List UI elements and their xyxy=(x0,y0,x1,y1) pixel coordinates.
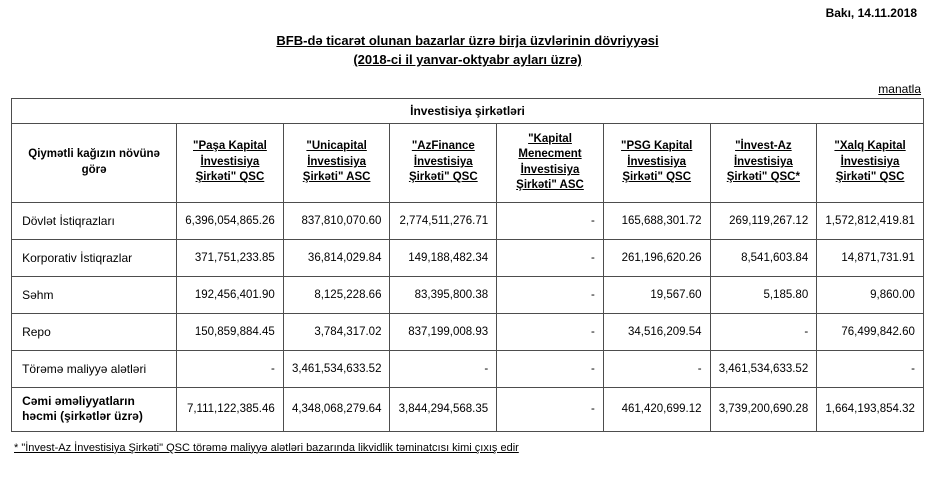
date-text: Bakı, 14.11.2018 xyxy=(825,6,917,20)
table-cell: - xyxy=(497,350,604,387)
column-header-azfinance: "AzFinance İnvestisiya Şirkəti" QSC xyxy=(390,123,497,202)
table-cell: - xyxy=(390,350,497,387)
column-header-kapital-menecment: "Kapital Menecment İnvestisiya Şirkəti" ASC xyxy=(497,123,604,202)
table-row-corporate-bonds xyxy=(12,239,924,276)
column-header-xalq-kapital: "Xalq Kapital İnvestisiya Şirkəti" QSC xyxy=(817,123,924,202)
table-cell: 371,751,233.85 xyxy=(177,239,284,276)
table-row-derivatives xyxy=(12,350,924,387)
row-label: Dövlət İstiqrazları xyxy=(12,202,177,239)
table-cell: 150,859,884.45 xyxy=(177,313,284,350)
table-cell: 1,664,193,854.32 xyxy=(817,387,924,431)
table-cell: 2,774,511,276.71 xyxy=(390,202,497,239)
table-cell: 461,420,699.12 xyxy=(603,387,710,431)
table-cell: 3,784,317.02 xyxy=(283,313,390,350)
table-row-government-bonds xyxy=(12,202,924,239)
table-cell: - xyxy=(497,239,604,276)
footnote-text: * "İnvest-Az İnvestisiya Şirkəti" QSC törəmə maliyyə alətləri bazarında likvidlik təminatcısı kimi çıxış edir xyxy=(14,441,519,454)
row-label: Korporativ İstiqrazlar xyxy=(12,239,177,276)
column-header-unicapital: "Unicapital İnvestisiya Şirkəti" ASC xyxy=(283,123,390,202)
column-header-psg-kapital: "PSG Kapital İnvestisiya Şirkəti" QSC xyxy=(603,123,710,202)
table-row-shares xyxy=(12,276,924,313)
table-cell: 3,461,534,633.52 xyxy=(710,350,817,387)
table-cell: 34,516,209.54 xyxy=(603,313,710,350)
row-label: Törəmə maliyyə alətləri xyxy=(12,350,177,387)
table-cell: 192,456,401.90 xyxy=(177,276,284,313)
table-cell: - xyxy=(817,350,924,387)
column-header-security-type: Qiymətli kağızın növünə görə xyxy=(12,123,177,202)
table-row-total xyxy=(12,387,924,431)
table-cell: 7,111,122,385.46 xyxy=(177,387,284,431)
table-cell: - xyxy=(177,350,284,387)
table-cell: 19,567.60 xyxy=(603,276,710,313)
row-label: Səhm xyxy=(12,276,177,313)
table-cell: 4,348,068,279.64 xyxy=(283,387,390,431)
table-cell: 149,188,482.34 xyxy=(390,239,497,276)
table-cell: 8,125,228.66 xyxy=(283,276,390,313)
table-cell: 8,541,603.84 xyxy=(710,239,817,276)
table-row-repo xyxy=(12,313,924,350)
column-header-row xyxy=(12,123,924,202)
table-cell: 36,814,029.84 xyxy=(283,239,390,276)
page-title xyxy=(0,0,935,70)
table-cell: 837,810,070.60 xyxy=(283,202,390,239)
table-cell: 14,871,731.91 xyxy=(817,239,924,276)
table-cell: - xyxy=(497,387,604,431)
table-cell: 261,196,620.26 xyxy=(603,239,710,276)
table-cell: 165,688,301.72 xyxy=(603,202,710,239)
table-cell: - xyxy=(710,313,817,350)
table-cell: 3,844,294,568.35 xyxy=(390,387,497,431)
currency-unit-label: manatla xyxy=(878,81,921,96)
table-cell: 6,396,054,865.26 xyxy=(177,202,284,239)
table-cell: 3,461,534,633.52 xyxy=(283,350,390,387)
table-cell: 9,860.00 xyxy=(817,276,924,313)
table-cell: 5,185.80 xyxy=(710,276,817,313)
table-cell: 76,499,842.60 xyxy=(817,313,924,350)
table-cell: - xyxy=(603,350,710,387)
row-label: Cəmi əməliyyatların həcmi (şirkətlər üzrə) xyxy=(12,387,177,431)
table-cell: - xyxy=(497,313,604,350)
column-header-pasha-kapital: "Paşa Kapital İnvestisiya Şirkəti" QSC xyxy=(177,123,284,202)
page-title-line1: BFB-də ticarət olunan bazarlar üzrə birja üzvlərinin dövriyyəsi xyxy=(276,33,659,48)
group-header-investment-companies: İnvestisiya şirkətləri xyxy=(12,98,924,123)
table-cell: - xyxy=(497,276,604,313)
page-title-line2: (2018-ci il yanvar-oktyabr ayları üzrə) xyxy=(353,51,582,67)
table-cell: 3,739,200,690.28 xyxy=(710,387,817,431)
column-header-invest-az: "İnvest-Az İnvestisiya Şirkəti" QSC* xyxy=(710,123,817,202)
table-cell: 837,199,008.93 xyxy=(390,313,497,350)
table-cell: 83,395,800.38 xyxy=(390,276,497,313)
table-cell: 1,572,812,419.81 xyxy=(817,202,924,239)
row-label: Repo xyxy=(12,313,177,350)
table-cell: - xyxy=(497,202,604,239)
table-cell: 269,119,267.12 xyxy=(710,202,817,239)
turnover-table xyxy=(11,98,924,432)
